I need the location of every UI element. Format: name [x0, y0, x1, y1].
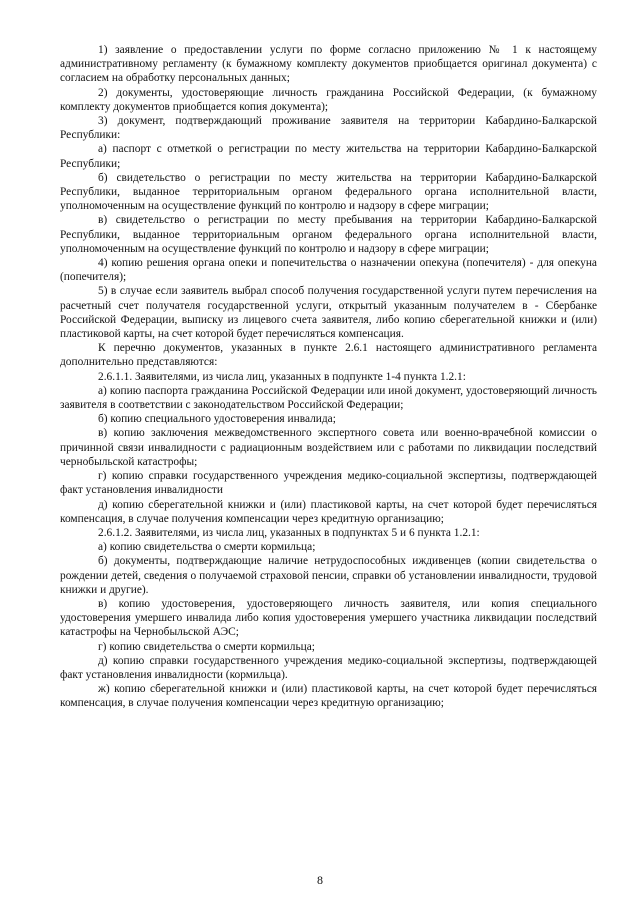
paragraph-5: 5) в случае если заявитель выбрал способ получения государственной услуги путем перечисления на расчетный счет получателя государственной услуги, открытый указанным получателем в - Сбербанке Российской Федерации, выписку из лицевого счета заявителя, либо копию сберегательной книжки и (или) пластиковой карты, на счет которой будет перечисляться компенсация.	[60, 285, 597, 341]
paragraph-4: 4) копию решения органа опеки и попечительства о назначении опекуна (попечителя) - для опекуна (попечителя);	[60, 257, 597, 284]
paragraph-2-6-1-1-d: г) копию справки государственного учреждения медико-социальной экспертизы, подтверждающей факт установления инвалидности	[60, 470, 597, 497]
paragraph-2-6-1-2-b: б) документы, подтверждающие наличие нетрудоспособных иждивенцев (копии свидетельства о рождении детей, сведения о получаемой страховой пенсии, справки об установлении инвалидности, трудовой книжки и другие).	[60, 555, 597, 596]
page-number: 8	[317, 873, 323, 887]
paragraph-2: 2) документы, удостоверяющие личность гражданина Российской Федерации, (к бумажному комплекту документов приобщается копия документа);	[60, 86, 597, 113]
paragraph-3c: в) свидетельство о регистрации по месту пребывания на территории Кабардино-Балкарской Республики, выданное территориальным органом федерального органа исполнительной власти, уполномоченным на осуществление функций по контролю и надзору в сфере миграции;	[60, 214, 597, 255]
paragraph-2-6-1-2-d: г) копию свидетельства о смерти кормильца;	[98, 640, 315, 653]
paragraph-3a: а) паспорт с отметкой о регистрации по месту жительства на территории Кабардино-Балкарской Республики;	[60, 143, 597, 170]
paragraph-2-6-1-2-e: д) копию справки государственного учреждения медико-социальной экспертизы, подтверждающей факт установления инвалидности (кормильца).	[60, 654, 597, 681]
paragraph-1: 1) заявление о предоставлении услуги по форме согласно приложению № 1 к настоящему административному регламенту (к бумажному комплекту документов приобщается оригинал документа) с согласием на обработку персональных данных;	[60, 44, 597, 85]
paragraph-2-6-1-1: 2.6.1.1. Заявителями, из числа лиц, указанных в подпункте 1-4 пункта 1.2.1:	[98, 370, 466, 383]
paragraph-2-6-1-2-c: в) копию удостоверения, удостоверяющего личность заявителя, или копия специального удостоверения умершего инвалида либо копия удостоверения умершего участника ликвидации последствий катастрофы на Чернобыльской АЭС;	[60, 597, 597, 639]
paragraph-3b: б) свидетельство о регистрации по месту жительства на территории Кабардино-Балкарской Республики, выданное территориальным органом федерального органа исполнительной власти, уполномоченным на осуществление функций по контролю и надзору в сфере миграции;	[60, 171, 597, 213]
paragraph-2-6-1-2-f: ж) копию сберегательной книжки и (или) пластиковой карты, на счет которой будет перечисляться компенсация, в случае получения компенсации через кредитную организацию;	[60, 683, 597, 710]
paragraph-2-6-1-1-b: б) копию специального удостоверения инвалида;	[98, 413, 336, 426]
paragraph-3: 3) документ, подтверждающий проживание заявителя на территории Кабардино-Балкарской Республики:	[60, 115, 597, 142]
paragraph-2-6-1-2: 2.6.1.2. Заявителями, из числа лиц, указанных в подпунктах 5 и 6 пункта 1.2.1:	[98, 526, 480, 539]
paragraph-2-6-1-1-e: д) копию сберегательной книжки и (или) пластиковой карты, на счет которой будет перечисляться компенсация, в случае получения компенсации через кредитную организацию;	[60, 498, 597, 525]
paragraph-2-6-1-1-c: в) копию заключения межведомственного экспертного совета или военно-врачебной комиссии о причинной связи инвалидности с радиационным воздействием или с работами по ликвидации последствий чернобыльской катастрофы;	[60, 427, 597, 468]
paragraph-additional-docs: К перечню документов, указанных в пункте 2.6.1 настоящего административного регламента дополнительно представляются:	[60, 342, 597, 369]
paragraph-2-6-1-2-a: а) копию свидетельства о смерти кормильца;	[98, 541, 316, 554]
paragraph-2-6-1-1-a: а) копию паспорта гражданина Российской Федерации или иной документ, удостоверяющий личность заявителя в соответствии с законодательством Российской Федерации;	[60, 384, 597, 412]
document-body	[60, 43, 597, 711]
